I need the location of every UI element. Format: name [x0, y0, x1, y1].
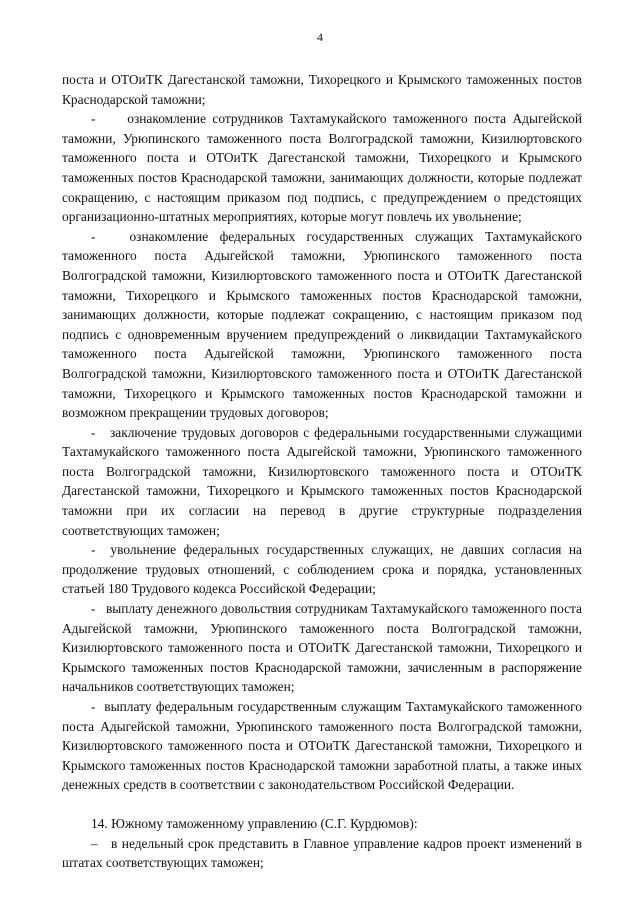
list-item-allowance-payment: - выплату денежного довольствия сотрудникам Тахтамукайского таможенного поста Адыгейской таможни, Урюпинского таможенного поста Волгоградской таможни, Кизилюртовского таможенного поста и ОТОиТК Дагестанской таможни, Тихорецкого и Крымского таможенных постов Краснодарской таможни, зачисленным в распоряжение начальников соответствующих таможен;: [62, 601, 582, 695]
document-body: [62, 70, 582, 873]
list-item-familiarization-civil-servants: - ознакомление федеральных государственных служащих Тахтамукайского таможенного поста Адыгейской таможни, Урюпинского таможенного поста Волгоградской таможни, Кизилюртовского таможенного поста и ОТОиТК Дагестанской таможни, Тихорецкого и Крымского таможенных постов Краснодарской таможни, занимающих должности, которые подлежат сокращению, с настоящим приказом под подпись с одновременным вручением предупреждений о ликвидации Тахтамукайского таможенного поста Адыгейской таможни, Урюпинского таможенного поста Волгоградской таможни, Кизилюртовского таможенного поста и ОТОиТК Дагестанской таможни, Тихорецкого и Крымского таможенных постов Краснодарской таможни и возможном прекращении трудовых договоров;: [62, 228, 582, 421]
page-number: 4: [317, 30, 323, 44]
list-item-staffing-changes: – в недельный срок представить в Главное управление кадров проект изменений в штатах соответствующих таможен;: [62, 835, 582, 871]
paragraph-continuation: поста и ОТОиТК Дагестанской таможни, Тихорецкого и Крымского таможенных постов Краснодарской таможни;: [62, 72, 582, 107]
list-item-salary-payment: - выплату федеральным государственным служащим Тахтамукайского таможенного поста Адыгейской таможни, Урюпинского таможенного поста Волгоградской таможни, Кизилюртовского таможенного поста и ОТОиТК Дагестанской таможни, Тихорецкого и Крымского таможенных постов Краснодарской таможни заработной платы, а также иных денежных средств в соответствии с законодательством Российской Федерации.: [62, 699, 582, 793]
section-heading-14: 14. Южному таможенному управлению (С.Г. Курдюмов):: [91, 815, 418, 831]
list-item-dismissal: - увольнение федеральных государственных служащих, не давших согласия на продолжение трудовых отношений, с соблюдением срока и порядка, установленных статьей 180 Трудового кодекса Российской Федерации;: [62, 542, 582, 597]
list-item-labor-contracts: - заключение трудовых договоров с федеральными государственными служащими Тахтамукайского таможенного поста Адыгейской таможни, Урюпинского таможенного поста Волгоградской таможни, Кизилюртовского таможенного поста и ОТОиТК Дагестанской таможни, Тихорецкого и Крымского таможенных постов Краснодарской таможни при их согласии на перевод в другие структурные подразделения соответствующих таможен;: [62, 424, 582, 538]
list-item-familiarization-employees: - ознакомление сотрудников Тахтамукайского таможенного поста Адыгейской таможни, Урюпинского таможенного поста Волгоградской таможни, Кизилюртовского таможенного поста и ОТОиТК Дагестанской таможни, Тихорецкого и Крымского таможенных постов Краснодарской таможни, занимающих должности, которые подлежат сокращению, с настоящим приказом под подпись, с предупреждением о предстоящих организационно-штатных мероприятиях, которые могут повлечь их увольнение;: [62, 111, 582, 225]
